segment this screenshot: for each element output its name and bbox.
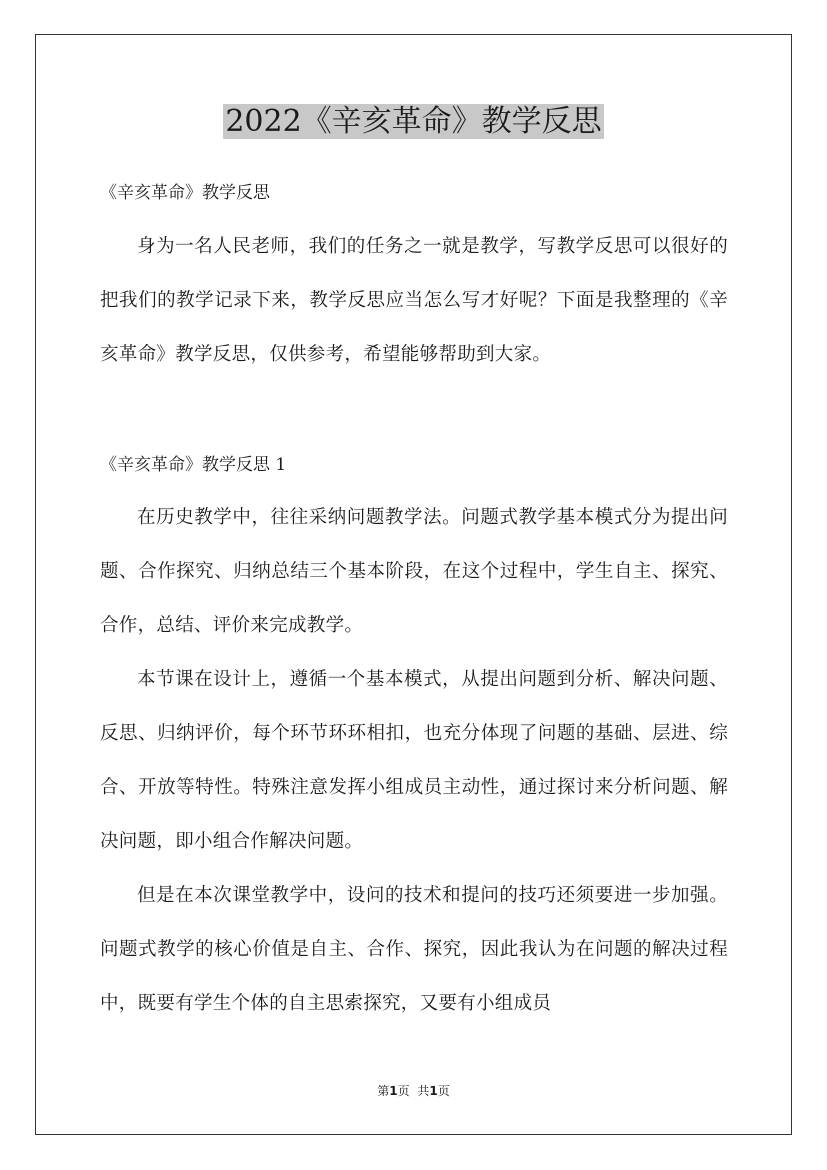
section-heading: 《辛亥革命》教学反思 1 [100, 455, 287, 475]
footer-total-pages: 1 [429, 1084, 438, 1098]
footer-page-number: 1 [389, 1084, 398, 1098]
body-paragraph-2: 本节课在设计上，遵循一个基本模式，从提出问题到分析、解决问题、反思、归纳评价，每个环节环环相扣，也充分体现了问题的基础、层进、综合、开放等特性。特殊注意发挥小组成员主动性，通过探讨来分析问题、解决问题，即小组合作解决问题。 [100, 669, 728, 852]
footer-total-suffix: 页 [437, 1084, 450, 1098]
footer-page-suffix: 页 [397, 1084, 410, 1098]
footer-total-prefix: 共 [417, 1084, 430, 1098]
page-footer [0, 1082, 827, 1100]
footer-page-prefix: 第 [377, 1084, 390, 1098]
body-paragraph-3: 但是在本次课堂教学中，设问的技术和提问的技巧还须要进一步加强。问题式教学的核心价值是自主、合作、探究，因此我认为在问题的解决过程中，既要有学生个体的自主思索探究，又要有小组成员 [100, 885, 728, 1014]
document-title [0, 102, 827, 142]
intro-paragraph: 身为一名人民老师，我们的任务之一就是教学，写教学反思可以很好的把我们的教学记录下来，教学反思应当怎么写才好呢？下面是我整理的《辛亥革命》教学反思，仅供参考，希望能够帮助到大家。 [100, 236, 728, 365]
intro-heading: 《辛亥革命》教学反思 [100, 183, 270, 203]
body-paragraph-1: 在历史教学中，往往采纳问题教学法。问题式教学基本模式分为提出问题、合作探究、归纳总结三个基本阶段，在这个过程中，学生自主、探究、合作，总结、评价来完成教学。 [100, 507, 728, 636]
document-title-text: 2022《辛亥革命》教学反思 [225, 104, 602, 139]
